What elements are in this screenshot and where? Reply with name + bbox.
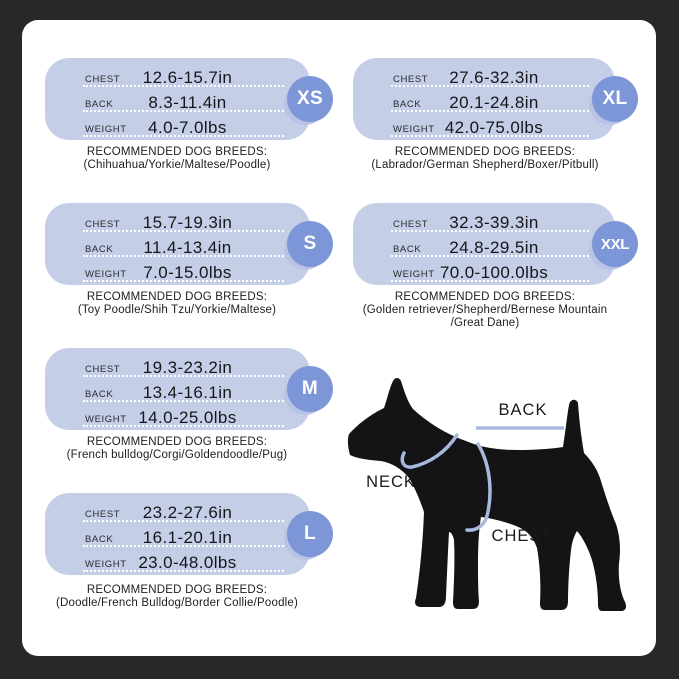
weight-row <box>45 259 310 284</box>
back-value: 24.8-29.5in <box>449 238 539 257</box>
size-badge-m: M <box>287 366 333 412</box>
weight-value: 7.0-15.0lbs <box>143 263 232 282</box>
back-label: BACK <box>85 389 114 400</box>
back-row <box>45 524 310 549</box>
weight-value: 70.0-100.0lbs <box>439 263 549 282</box>
breeds-heading: RECOMMENDED DOG BREEDS: <box>394 291 576 303</box>
back-value: 20.1-24.8in <box>449 93 539 112</box>
dog-silhouette <box>348 378 626 611</box>
breeds-list: (Golden retriever/Shepherd/Bernese Mountain <box>362 304 608 317</box>
breeds-list: /Great Dane) <box>450 317 520 330</box>
breeds-note-xl <box>332 146 638 172</box>
back-value: 11.4-13.4in <box>143 238 232 257</box>
weight-label: WEIGHT <box>393 124 435 135</box>
weight-value: 23.0-48.0lbs <box>138 553 237 572</box>
size-badge-xxl: XXL <box>592 221 638 267</box>
back-value: 16.1-20.1in <box>142 528 233 547</box>
breeds-heading: RECOMMENDED DOG BREEDS: <box>394 146 576 158</box>
chest-row <box>45 499 310 524</box>
back-label: BACK <box>393 99 422 110</box>
back-value: 13.4-16.1in <box>142 383 233 402</box>
chest-row <box>353 64 615 89</box>
breeds-note-xxl <box>332 291 638 331</box>
chest-row <box>45 64 310 89</box>
size-badge-xl: XL <box>592 76 638 122</box>
breeds-note-s <box>12 291 342 317</box>
breeds-list: (Labrador/German Shepherd/Boxer/Pitbull) <box>371 159 599 172</box>
back-value: 8.3-11.4in <box>148 93 227 112</box>
chest-row <box>353 209 615 234</box>
size-card-xxl <box>353 203 630 285</box>
chest-label: CHEST <box>85 219 121 230</box>
weight-row <box>45 114 310 139</box>
breeds-heading: RECOMMENDED DOG BREEDS: <box>86 584 268 596</box>
back-row <box>353 89 615 114</box>
back-row <box>353 234 615 259</box>
diagram-neck-label: NECK <box>366 473 416 491</box>
diagram-back-label: BACK <box>498 401 548 419</box>
size-badge-s: S <box>287 221 333 267</box>
breeds-heading: RECOMMENDED DOG BREEDS: <box>86 146 268 158</box>
weight-value: 4.0-7.0lbs <box>148 118 227 137</box>
breeds-list: (French bulldog/Corgi/Goldendoodle/Pug) <box>66 449 288 462</box>
breeds-note-l <box>12 584 342 610</box>
breeds-heading: RECOMMENDED DOG BREEDS: <box>86 436 268 448</box>
weight-label: WEIGHT <box>393 269 435 280</box>
chest-label: CHEST <box>85 74 121 85</box>
chest-label: CHEST <box>393 219 429 230</box>
back-label: BACK <box>85 99 114 110</box>
weight-row <box>45 404 310 429</box>
size-card-xs <box>45 58 323 140</box>
size-card-l <box>45 493 316 575</box>
weight-row <box>45 549 310 574</box>
weight-label: WEIGHT <box>85 124 127 135</box>
chest-value: 23.2-27.6in <box>142 503 233 522</box>
breeds-list: (Chihuahua/Yorkie/Maltese/Poodle) <box>83 159 271 172</box>
breeds-list: (Toy Poodle/Shih Tzu/Yorkie/Maltese) <box>77 304 277 317</box>
size-badge-l: L <box>287 511 333 557</box>
back-label: BACK <box>85 244 114 255</box>
back-label: BACK <box>85 534 114 545</box>
chest-value: 27.6-32.3in <box>449 68 539 87</box>
size-card-s <box>45 203 317 285</box>
chest-label: CHEST <box>85 509 121 520</box>
weight-label: WEIGHT <box>85 414 127 425</box>
breeds-list: (Doodle/French Bulldog/Border Collie/Poodle) <box>55 597 299 610</box>
back-row <box>45 89 310 114</box>
back-row <box>45 379 310 404</box>
weight-value: 42.0-75.0lbs <box>444 118 544 137</box>
back-row <box>45 234 310 259</box>
weight-row <box>353 114 615 139</box>
size-card-m <box>45 348 319 430</box>
back-label: BACK <box>393 244 422 255</box>
diagram-chest-label: CHEST <box>491 527 553 545</box>
weight-label: WEIGHT <box>85 559 127 570</box>
size-card-xl <box>353 58 628 140</box>
chest-label: CHEST <box>393 74 429 85</box>
breeds-heading: RECOMMENDED DOG BREEDS: <box>86 291 268 303</box>
weight-value: 14.0-25.0lbs <box>138 408 237 427</box>
size-badge-xs: XS <box>287 76 333 122</box>
chest-row <box>45 354 310 379</box>
chest-row <box>45 209 310 234</box>
weight-row <box>353 259 615 284</box>
chest-value: 12.6-15.7in <box>142 68 233 87</box>
breeds-note-xs <box>12 146 342 172</box>
chest-value: 32.3-39.3in <box>449 213 539 232</box>
weight-label: WEIGHT <box>85 269 127 280</box>
chest-label: CHEST <box>85 364 121 375</box>
chest-value: 15.7-19.3in <box>142 213 233 232</box>
chest-value: 19.3-23.2in <box>142 358 233 377</box>
breeds-note-m <box>12 436 342 462</box>
